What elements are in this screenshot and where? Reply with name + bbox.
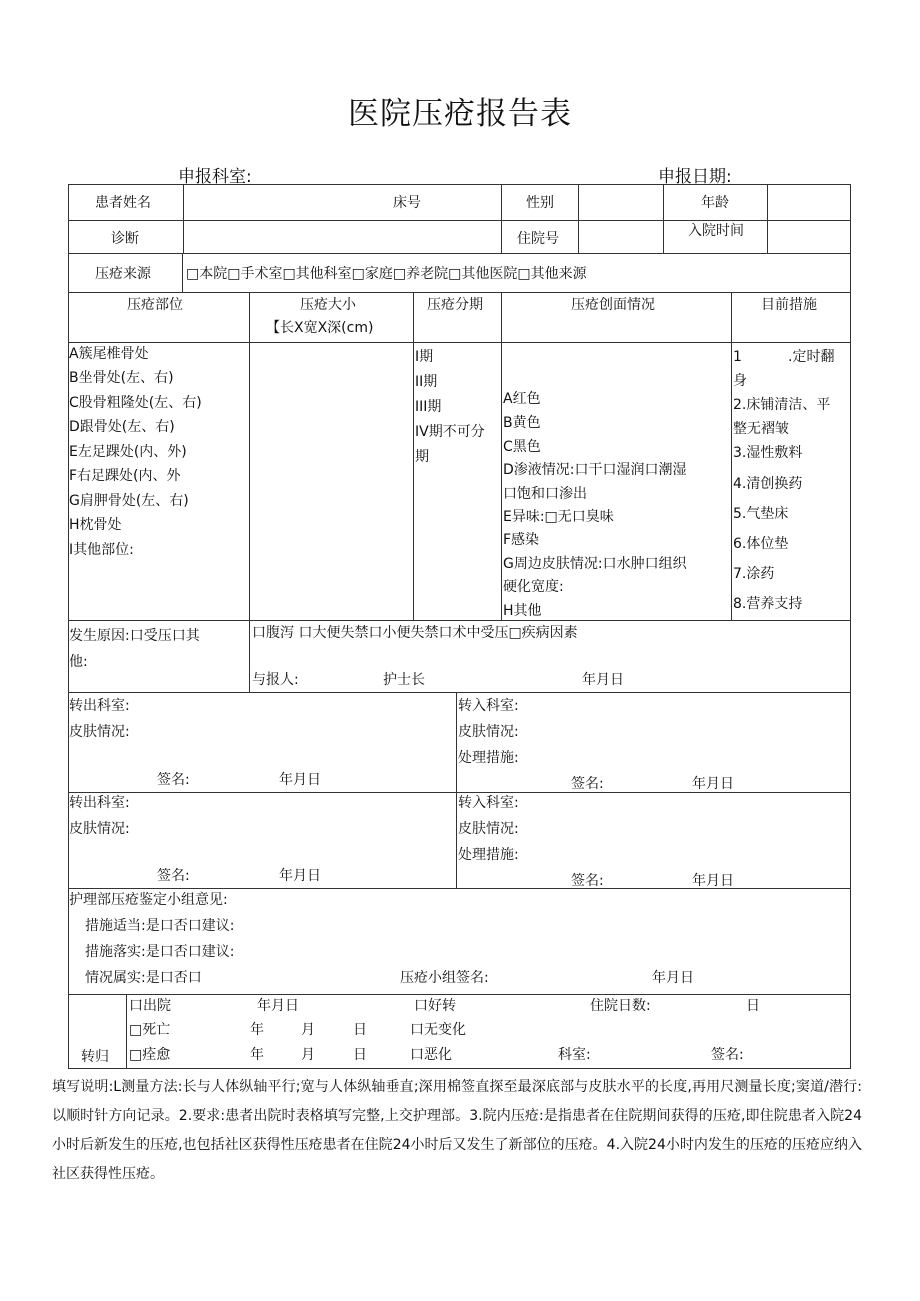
bed-number-label: 床号 (393, 195, 421, 211)
stage-option[interactable]: IV期不可分 (415, 424, 485, 440)
admission-number-label: 住院号 (517, 231, 559, 247)
healed-year: 年 (250, 1047, 264, 1063)
outcome-worse[interactable]: 口恶化 (410, 1047, 452, 1063)
site-option[interactable]: H枕骨处 (69, 517, 122, 533)
transfer-in-measures-label: 处理措施: (458, 750, 519, 766)
healed-month: 月 (301, 1047, 315, 1063)
measure-number: 1 (733, 349, 742, 365)
report-dept-label: 申报科室: (178, 167, 252, 187)
site-option[interactable]: G肩胛骨处(左、右) (69, 493, 189, 509)
wound-option[interactable]: B黄色 (503, 415, 541, 431)
transfer-out-skin-label: 皮肤情况: (69, 724, 130, 740)
stage-option-cont: 期 (415, 449, 429, 465)
hospital-days-label: 住院日数: (590, 998, 651, 1014)
site-option[interactable]: F右足踝处(内、外 (69, 468, 181, 484)
measure-option[interactable]: 2.床铺清洁、平 (733, 397, 831, 413)
measure-option[interactable]: 8.营养支持 (733, 596, 803, 612)
transfer-in-measures-label: 处理措施: (458, 847, 519, 863)
transfer-in-sign-label: 签名: (571, 873, 604, 889)
transfer-in-dept-label: 转入科室: (458, 698, 519, 714)
wound-option: 硬化宽度: (503, 579, 564, 595)
wound-option[interactable]: G周边皮肤情况:口水肿口组织 (503, 556, 687, 572)
col-stage-header: 压疮分期 (427, 297, 483, 313)
transfer-in-sign-label: 签名: (571, 776, 604, 792)
transfer-in-dept-label: 转入科室: (458, 795, 519, 811)
reporter-label: 与报人: (252, 672, 299, 688)
transfer-out-sign-label: 签名: (157, 868, 190, 884)
measure-option[interactable]: 7.涂药 (733, 566, 775, 582)
transfer-out-date: 年月日 (279, 772, 321, 788)
col-wound-header: 压疮创面情况 (571, 297, 655, 313)
wound-option[interactable]: D渗液情况:口干口湿润口潮湿 (503, 462, 687, 478)
cause-label-cont: 他: (69, 654, 88, 670)
source-options[interactable]: □本院□手术室□其他科室□家庭□养老院□其他医院□其他来源 (186, 266, 587, 282)
admission-time-input[interactable] (768, 223, 849, 251)
transfer-in-skin-label: 皮肤情况: (458, 821, 519, 837)
cause-date: 年月日 (582, 672, 624, 688)
site-option[interactable]: E左足踝处(内、外) (69, 444, 187, 460)
wound-option[interactable]: E异味:□无口臭味 (503, 509, 614, 525)
measure-option[interactable]: 3.湿性敷料 (733, 445, 803, 461)
admission-time-label: 入院时间 (688, 223, 744, 239)
measure-option: 整无褶皱 (733, 421, 789, 437)
sex-input[interactable] (579, 187, 662, 217)
patient-name-input[interactable] (184, 187, 500, 217)
death-day: 日 (353, 1022, 367, 1038)
measure-option[interactable]: 4.清创换药 (733, 476, 803, 492)
transfer-out-skin-label: 皮肤情况: (69, 821, 130, 837)
outcome-dept-label: 科室: (558, 1047, 591, 1063)
committee-sign-label: 压疮小组签名: (400, 970, 489, 986)
hospital-days-unit: 日 (746, 998, 760, 1014)
site-option[interactable]: I其他部位: (69, 542, 134, 558)
col-size-header: 压疮大小 (300, 297, 356, 313)
wound-option[interactable]: H其他 (503, 603, 542, 619)
col-size-unit: 【长X宽X深(cm) (266, 320, 374, 336)
death-year: 年 (250, 1022, 264, 1038)
transfer-out-dept-label: 转出科室: (69, 698, 130, 714)
outcome-nochange[interactable]: 口无变化 (410, 1022, 466, 1038)
outcome-healed[interactable]: □痊愈 (129, 1047, 171, 1063)
cause-label[interactable]: 发生原因:口受压口其 (69, 628, 200, 644)
outcome-sign-label: 签名: (711, 1047, 744, 1063)
transfer-out-date: 年月日 (279, 868, 321, 884)
col-site-header: 压疮部位 (127, 297, 183, 313)
wound-option[interactable]: F感染 (503, 532, 540, 548)
wound-option[interactable]: 口饱和口渗出 (503, 486, 587, 502)
outcome-label: 转归 (81, 1049, 109, 1065)
wound-option[interactable]: C黑色 (503, 439, 541, 455)
transfer-out-dept-label: 转出科室: (69, 795, 130, 811)
site-option[interactable]: D跟骨处(左、右) (69, 419, 175, 435)
transfer-in-date: 年月日 (692, 776, 734, 792)
outcome-discharge-date: 年月日 (257, 998, 299, 1014)
fill-instructions: 填写说明:L测量方法:长与人体纵轴平行;宽与人体纵轴垂直;深用棉签直探至最深底部与皮肤水平的长度,再用尺测量长度;窦道/潜行:以顺时针方向记录。2.要求:患者出院时表格填写完整,上交护理部。3.院内压疮:是指患者在住院期间获得的压疮,即住院患者入院24小时后新发生的压疮,也包括社区获得性压疮患者在住院24小时后又发生了新部位的压疮。4.入院24小时内发生的压疮的压疮应纳入社区获得性压疮。 (52, 1079, 862, 1182)
col-measures-header: 目前措施 (761, 297, 817, 313)
committee-title: 护理部压疮鉴定小组意见: (69, 892, 228, 908)
admission-number-input[interactable] (579, 223, 662, 251)
committee-date: 年月日 (652, 970, 694, 986)
transfer-in-skin-label: 皮肤情况: (458, 724, 519, 740)
outcome-death[interactable]: □死亡 (129, 1022, 171, 1038)
site-option[interactable]: A簇尾椎骨处 (69, 346, 149, 362)
measure-option: 身 (733, 373, 747, 389)
patient-name-label: 患者姓名 (95, 195, 151, 211)
transfer-out-sign-label: 签名: (157, 772, 190, 788)
committee-q1[interactable]: 措施适当:是口否口建议: (85, 918, 235, 934)
committee-q2[interactable]: 措施落实:是口否口建议: (85, 944, 235, 960)
stage-option[interactable]: I期 (415, 349, 434, 365)
wound-option[interactable]: A红色 (503, 391, 541, 407)
death-month: 月 (301, 1022, 315, 1038)
report-date-label: 申报日期: (658, 167, 732, 187)
committee-q3[interactable]: 情况属实:是口否口 (85, 970, 202, 986)
cause-options[interactable]: 口腹泻 口大便失禁口小便失禁口术中受压□疾病因素 (252, 625, 578, 641)
healed-day: 日 (353, 1047, 367, 1063)
sex-label: 性别 (526, 195, 554, 211)
diagnosis-label: 诊断 (111, 231, 139, 247)
site-option[interactable]: B坐骨处(左、右) (69, 370, 174, 386)
measure-option[interactable]: 5.气垫床 (733, 506, 789, 522)
diagnosis-input[interactable] (184, 223, 500, 251)
page-title: 医院压疮报告表 (348, 96, 572, 132)
age-label: 年龄 (701, 195, 729, 211)
measure-option[interactable]: 6.体位垫 (733, 536, 789, 552)
measure-option[interactable]: .定时翻 (788, 349, 835, 365)
size-input-area[interactable] (251, 345, 412, 618)
age-input[interactable] (768, 187, 849, 217)
transfer-in-date: 年月日 (692, 873, 734, 889)
source-label: 压疮来源 (95, 266, 151, 282)
outcome-discharge[interactable]: 口出院 (129, 998, 171, 1014)
head-nurse-label: 护士长 (383, 672, 425, 688)
site-option[interactable]: C股骨粗隆处(左、右) (69, 395, 202, 411)
outcome-improve[interactable]: 口好转 (414, 998, 456, 1014)
stage-option[interactable]: II期 (415, 374, 438, 390)
stage-option[interactable]: III期 (415, 399, 442, 415)
